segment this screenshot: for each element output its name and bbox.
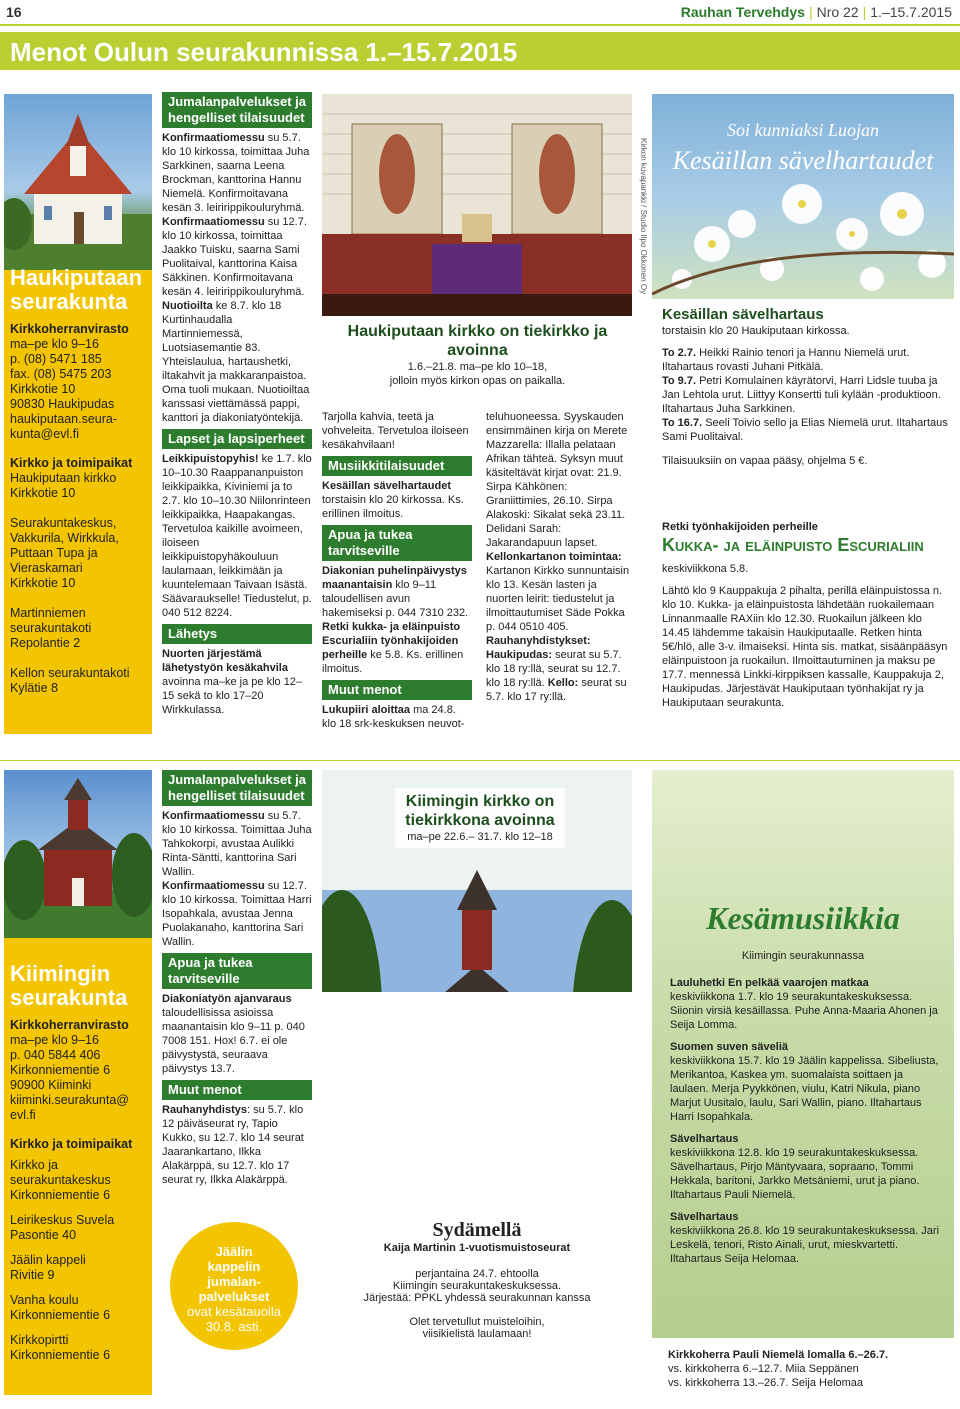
kiimingin-place: Rivitie 9 [10,1268,55,1282]
event-title: Retki kukka- ja eläinpuisto Escurialiin työnhakijoiden perheille [322,621,461,661]
event-title: Konfirmaatiomessu [162,810,265,822]
kiimingin-place: seurakuntakeskus [10,1173,111,1187]
savelhartaus-note: Tilaisuuksiin on vapaa pääsy, ohjelma 5 €. [662,455,868,467]
event-date: su 12.7. [264,880,307,892]
haukiputaan-office-line: fax. (08) 5475 203 [10,367,112,381]
kiimingin-name-2: seurakunta [10,985,128,1010]
sydamella-welcome-1: Olet tervetullut muisteloihin, [409,1316,545,1328]
kiimingin-office-line: Kirkonniementie 6 [10,1063,111,1077]
music-event-text: keskiviikkona 26.8. klo 19 seurakuntakeskuksessa. Jari Leskelä, tenori, Risto Ainali, urut, mieskvartetti. Iltahartaus Seija Helomaa. [670,1225,940,1265]
event-title: Konfirmaatiomessu [162,216,265,228]
flowers-line-1: Soi kunniaksi Luojan [727,120,879,140]
haukiputaan-column-2 [322,410,472,731]
sydamella-title: Sydämellä [432,1219,522,1241]
main-title: Menot Oulun seurakunnissa 1.–15.7.2015 [0,32,960,70]
event-title: Lukupiiri aloittaa [322,704,411,716]
haukiputaan-places-title: Kirkko ja toimipaikat [10,456,133,470]
event-text: klo 10 kirkossa. Toimittaa Harri Isopahkala, avustaa Jenna Puolakanaho, kanttorina Sari Wallin. [162,894,312,948]
event-text: teluhuoneessa. Syyskauden ensimmäinen kirja on Merete Mazzarella: Illalla pelataan Afrikan tähteä. Syksyn muut käsiteltävät kirjat ovat: 21.9. Sirpa Kähkönen: Graniittimies, 26.10. Sirpa Alakoski: Sikalat sekä 23.11. Delidani Sarah: Jakarandapuun lapset. [486,411,628,549]
haukiputaan-place: Martinniemen [10,606,86,620]
event-title: Kellonkartanon toimintaa: [486,551,622,563]
haukiputaan-name-1: Haukiputaan [10,265,143,290]
haukiputaan-office-title: Kirkkoherranvirasto [10,322,129,336]
event-text: Kartanon Kirkko sunnuntaisin klo 13. Kesän lasten ja nuorten leirit: tiedustelut ja ilmoittautumiset Säde Pokka p. 044 0510 405. [486,565,630,633]
haukiputaan-place: Kirkkotie 10 [10,486,76,500]
kiimingin-open-box [395,788,565,848]
kiimingin-office-line: ma–pe klo 9–16 [10,1033,99,1047]
music-event-text: keskiviikkona 1.7. klo 19 seurakuntakeskuksessa. Siionin virsiä kesäillassa. Puhe Anna-Maaria Ahonen ja Seija Lomma. [670,991,938,1031]
section-heading-help: Apua ja tukea tarvitseville [322,525,472,561]
church-interior-photo [322,94,632,316]
event-title: Diakonian puhelinpäivystys maanantaisin [322,565,467,591]
event-text: seurat su 5.7. klo 18 ry:llä, seurat su 12.7. klo 18 ry:llä. [486,649,622,689]
event-text: torstaisin klo 20 kirkossa. Ks. erillinen ilmoitus. [322,494,464,520]
header-masthead: Rauhan Tervehdys | Nro 22 | 1.–15.7.2015 [680,4,952,20]
event-text: klo 10 kirkossa, toimittaa Juha Sarkkinen, saarna Leena Brockman, kanttorina Hannu Niemelä. Konfirmoitavana kesän 3. leiririppikouluryhmä. [162,146,310,214]
haukiputaan-column-3 [486,410,632,704]
kiimingin-place: Jäälin kappeli [10,1253,86,1267]
section-heading-other: Muut menot [162,1080,312,1100]
music-event-text: keskiviikkona 12.8. klo 19 seurakuntakeskuksessa. Sävelhartaus, Pirjo Mäntyvaara, sopraano, Tommi Hekkala, baritoni, Jarkko Metsäniemi, urut ja piano. Iltahartaus Pauli Niemelä. [670,1147,920,1201]
issue-number: Nro 22 [816,4,859,20]
event-title: Nuotioilta [162,300,213,312]
badge-line: palvelukset [198,1289,270,1304]
section-divider [0,760,960,761]
haukiputaan-place-gap [10,591,150,606]
escurial-box [662,520,952,710]
kiimingin-column-1 [162,770,312,1187]
kiimingin-office-title: Kirkkoherranvirasto [10,1018,129,1032]
kiimingin-place-gap [10,1243,150,1253]
section-heading-services: Jumalanpalvelukset ja hengelliset tilaisuudet [162,92,312,128]
event-text: ma 24.8. klo 18 srk-keskuksen neuvot- [322,704,465,730]
kiimingin-open-dates: ma–pe 22.6.– 31.7. klo 12–18 [407,831,553,843]
badge-line: kappelin [207,1259,261,1274]
haukiputaan-office-line: haukiputaan.seura- [10,412,118,426]
haukiputaan-office-line: Kirkkotie 10 [10,382,76,396]
event-date: To 2.7. [662,347,697,359]
kiimingin-place: Leirikeskus Suvela [10,1213,115,1227]
sydamella-box [322,1218,632,1338]
event-text: seurat su 5.7. klo 17 ry:llä. [486,677,627,703]
badge-line: Jäälin [215,1244,253,1259]
kirkkoherra-title: Kirkkoherra Pauli Niemelä lomalla 6.–26.7. [668,1349,889,1361]
haukiputaan-place: Vieraskamari [10,561,83,575]
kiimingin-places-title: Kirkko ja toimipaikat [10,1137,133,1151]
section-heading-help: Apua ja tukea tarvitseville [162,953,312,989]
event-date: su 12.7. [264,216,307,228]
kiimingin-place-gap [10,1283,150,1293]
event-title: Rauhanyhdistys [162,1104,247,1116]
kiimingin-place: Vanha koulu [10,1293,79,1307]
event-title: Leikkipuistopyhis! [162,453,259,465]
haukiputaan-place: Seurakuntakeskus, [10,516,117,530]
event-title: Kesäillan sävelhartaudet [322,480,452,492]
kirkkoherra-line: vs. kirkkoherra 13.–26.7. Seija Helomaa [668,1377,864,1389]
kirkkoherra-box [668,1348,954,1390]
event-text: klo 9–11 taloudellisen avun hakemiseksi p. 044 7310 232. [322,579,469,619]
page-number: 16 [6,4,22,20]
event-text: ke 5.8. Ks. erillinen ilmoitus. [322,649,464,675]
badge-line: jumalan- [207,1274,261,1289]
event-title: Konfirmaatiomessu [162,880,265,892]
haukiputaan-place: Vakkurila, Wirkkula, [10,531,119,545]
badge-line: 30.8. asti. [205,1319,263,1334]
kiimingin-sidebar [4,770,152,1395]
event-title: Konfirmaatiomessu [162,132,265,144]
haukiputaan-place: Kirkkotie 10 [10,576,76,590]
kesamusiikkia-title: Kesämusiikkia [706,900,900,936]
event-text: Petri Komulainen käyrätorvi, Harri Lidsle tuuba ja Jan Lehtola urut. Liittyy Konsertti tuli kylään -produktioon. Iltahartaus Juha Sarkkinen. [662,375,941,415]
kesamusiikkia-box [652,770,954,1338]
event-title: Diakoniatyön ajanvaraus [162,993,292,1005]
music-event-title: Sävelhartaus [670,1133,739,1145]
haukiputaan-place: seurakuntakoti [10,621,92,635]
sydamella-date: perjantaina 24.7. ehtoolla [415,1268,539,1280]
sydamella-welcome-2: viisikielistä laulamaan! [422,1328,532,1340]
kirkkoherra-line: vs. kirkkoherra 6.–12.7. Miia Seppänen [668,1363,859,1375]
haukiputaan-column-1 [162,92,312,717]
escurial-date: keskiviikkona 5.8. [662,563,749,575]
issue-dates: 1.–15.7.2015 [870,4,952,20]
kiimingin-church-photo [4,770,152,938]
event-text: : su 5.7. klo 12 päiväseurat ry, Tapio Kukko, su 12.7. klo 14 seurat Jaarankartano, Ilkka Alakärppä, su 12.7. klo 17 seurat ry, Ilkka Alakärppä. [162,1104,304,1186]
music-event-text: keskiviikkona 15.7. klo 19 Jäälin kappelissa. Sibeliusta, Merikantoa, Kaskea ym. suomalaista soittaen ja laulaen. Merja Pyykkönen, viulu, Katri Nikula, piano Marjut Uusitalo, laulu, Sari Wallin, piano. Iltahartaus Harri Isopahkala. [670,1055,939,1123]
kiimingin-place: Pasontie 40 [10,1228,77,1242]
haukiputaan-place-gap [10,501,150,516]
haukiputaan-place: Repolantie 2 [10,636,81,650]
savelhartaus-title: Kesäillan sävelhartaus [662,306,824,323]
haukiputaan-office-line: p. (08) 5471 185 [10,352,102,366]
haukiputaan-open-box [340,322,615,388]
event-date: To 9.7. [662,375,697,387]
kiimingin-place: Kirkonniementie 6 [10,1348,111,1362]
brand-name: Rauhan Tervehdys [680,4,805,20]
event-title: Rauhanyhdistykset: Haukipudas: [486,635,591,661]
kiimingin-place: Kirkonniementie 6 [10,1308,111,1322]
event-text: taloudellisissa asioissa maanantaisin klo 9–11 p. 040 7008 151. Hox! 6.7. ei ole päivystystä, seuraava päivystys 13.7. [162,1007,305,1075]
haukiputaan-place: Haukiputaan kirkko [10,471,117,485]
haukiputaan-office-line: ma–pe klo 9–16 [10,337,99,351]
section-heading-music: Musiikkitilaisuudet [322,456,472,476]
sydamella-org: Järjestää: PPKL yhdessä seurakunnan kanssa [363,1292,591,1304]
event-title: Nuorten järjestämä lähetystyön kesäkahvila [162,648,288,674]
haukiputaan-place: Puttaan Tupa ja [10,546,98,560]
music-event-title: Suomen suven säveliä [670,1041,788,1053]
kiimingin-place: Kirkko ja [10,1158,58,1172]
music-event-title: Sävelhartaus [670,1211,739,1223]
event-text: Seeli Toivio sello ja Elias Niemelä urut. Iltahartaus Sami Puolitaival. [662,417,948,443]
event-title: Kello: [547,677,579,689]
kiimingin-place: Kirkkopirtti [10,1333,69,1347]
event-date: su 5.7. [264,810,301,822]
kiimingin-office-line: 90900 Kiiminki [10,1078,92,1092]
music-event-title: Lauluhetki En pelkää vaarojen matkaa [670,977,869,989]
haukiputaan-church-photo [4,94,152,270]
event-text: klo 10 kirkossa. Toimittaa Juha Tahkokorpi, avustaa Aulikki Rinta-Säntti, kanttorina Sari Wallin. [162,824,312,878]
haukiputaan-place: Kylätie 8 [10,681,58,695]
event-text: ke 1.7. klo 10–10.30 Raappananpuiston leikkipaikka, Kiviniemi ja to 2.7. klo 10–10.30 Niilonrinteen leikkipaikka, Haapakangas. Tervetuloa kaikille avoimeen, iloiseen leikkipuistopyhäkouluun laulamaan, leikkimään ja kuuntelemaan Taivaan Isästä. Säävaraukselle! Tiedustelut, p. 040 512 8224. [162,453,312,619]
haukiputaan-name-2: seurakunta [10,289,128,314]
section-heading-mission: Lähetys [162,624,312,644]
kiimingin-open-title: Kiimingin kirkko on tiekirkkona avoinna [405,793,555,829]
haukiputaan-office-line: 90830 Haukipudas [10,397,115,411]
event-date: su 5.7. [264,132,301,144]
haukiputaan-office-line: kunta@evl.fi [10,427,79,441]
escurial-head: Retki työnhakijoiden perheille [662,521,818,533]
kesamusiikkia-subtitle: Kiimingin seurakunnassa [741,950,865,962]
kiimingin-place-gap [10,1323,150,1333]
kiimingin-place-gap [10,1203,150,1213]
sydamella-place: Kiimingin seurakuntakeskuksessa. [392,1280,562,1292]
escurial-text: Lähtö klo 9 Kauppakuja 2 pihalta, perillä eläinpuistossa n. klo 10. Kukka- ja eläinpuistosta lähdetään ruokailemaan Linnanmaalle RAXiin klo 12.30. Ruokailun jälkeen klo 14.45 lähdemme takaisin Haukiputaalle. Retken hinta 5€/hlö, alle 3-v. ilmaiseksi. Hinta sis. matkat, sisäänpääsyn eläinpuistoon ja ruokailun. Ilmoittautuminen ja maksu pe 17.7. mennessä Linkki-kirppiksen kassalle, Kauppakuja 2, Haukipudas. Järjestävät Haukiputaan työnhakijat ry ja Haukiputaan seurakunta. [662,585,948,709]
flowers-line-2: Kesäillan sävelhartaudet [672,146,934,175]
haukiputaan-sidebar [4,94,152,734]
haukiputaan-open-title: Haukiputaan kirkko on tiekirkko ja avoinna [347,323,608,359]
badge-line: ovat kesätauolla [187,1304,281,1319]
kiimingin-office-line: evl.fi [10,1108,36,1122]
haukiputaan-place: Kellon seurakuntakoti [10,666,130,680]
event-text: ke 8.7. klo 18 Kurtinhaudalla Martinniemessä, Luotsiasemantie 83. Yhteislaulua, hartaushetki, iltakahvit ja makkaranpaistoa. Oma tuoli mukaan. Nuotioiltaa kanssasi viettämässä pappi, kanttori ja diakoniatyöntekijä. [162,300,310,424]
section-heading-services: Jumalanpalvelukset ja hengelliset tilaisuudet [162,770,312,806]
kiimingin-office-line: p. 040 5844 406 [10,1048,101,1062]
escurial-title: Kukka- ja eläinpuisto Escurialiin [662,535,924,555]
kiimingin-name-1: Kiimingin [10,961,111,986]
section-heading-other: Muut menot [322,680,472,700]
haukiputaan-place-gap [10,651,150,666]
jaalin-chapel-badge [170,1222,298,1350]
top-rule [0,24,960,26]
event-text: avoinna ma–ke ja pe klo 12–15 sekä to klo 17–20 Wirkkulassa. [162,676,303,716]
haukiputaan-open-note: jolloin myös kirkon opas on paikalla. [389,375,566,387]
section-heading-children: Lapset ja lapsiperheet [162,429,312,449]
event-date: To 16.7. [662,417,703,429]
photo-credit: Kirkon kuvapankki / Studio Ilpo Okkonen Oy [639,138,648,295]
event-text: Heikki Rainio tenori ja Hannu Niemelä urut. Iltahartaus rovasti Juhani Pitkälä. [662,347,910,373]
savelhartaus-box [662,306,952,468]
event-text: Tarjolla kahvia, teetä ja vohveleita. Tervetuloa iloiseen kesäkahvilaan! [322,411,469,451]
sydamella-subtitle: Kaija Martinin 1-vuotismuistoseurat [383,1242,571,1254]
event-text: klo 10 kirkossa, toimittaa Jaakko Tuisku, saarna Sami Puolitaival, kanttorina Kaisa Säkkinen. Konfirmoitavana kesän 4. leiririppikouluryhmä. [162,230,305,298]
kiimingin-place: Kirkonniementie 6 [10,1188,111,1202]
flowers-photo [652,94,954,299]
savelhartaus-subtitle: torstaisin klo 20 Haukiputaan kirkossa. [662,325,850,337]
kiimingin-office-line: kiiminki.seurakunta@ [10,1093,129,1107]
haukiputaan-open-dates: 1.6.–21.8. ma–pe klo 10–18, [407,361,548,373]
